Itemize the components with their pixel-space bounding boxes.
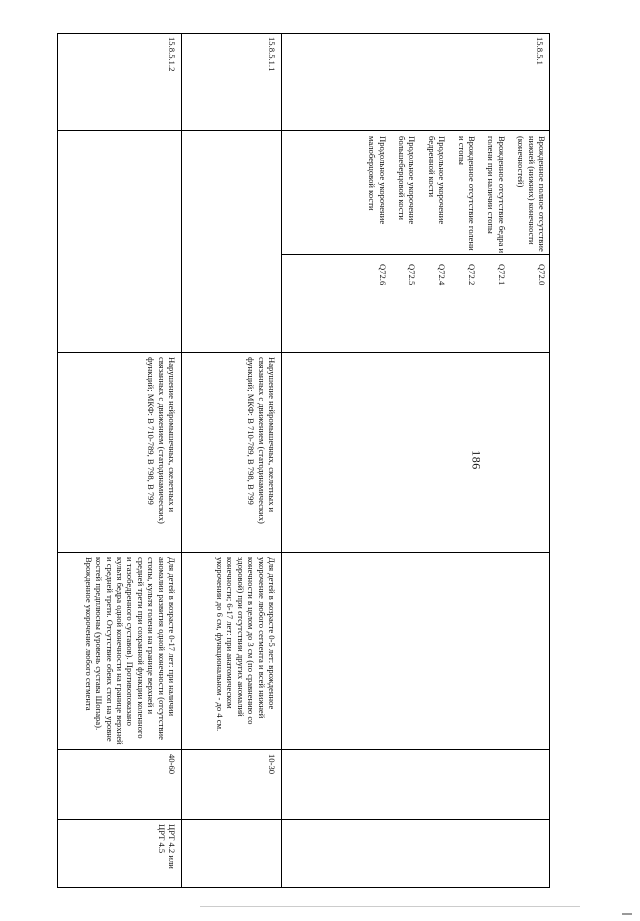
reference-cell (182, 820, 281, 888)
icd-code: Q72.0 (537, 264, 547, 286)
row-code: 15.8.5.1.2 (57, 33, 181, 131)
icd-code: Q72.6 (377, 264, 388, 286)
percent-cell: 40-60 (57, 750, 181, 820)
criteria-cell (282, 553, 549, 750)
reference-cell: ЦРТ 4.2 или ЦРТ 4.5 (156, 824, 177, 869)
diagnosis-entry (426, 136, 447, 352)
table-row (57, 33, 182, 888)
disability-criteria-table (57, 33, 550, 888)
table-wrapper (57, 33, 550, 888)
impairment-cell (282, 353, 549, 553)
diagnosis-entry (516, 136, 547, 352)
diagnosis-name: Продольное укорочение малоберцовой кости (367, 136, 388, 225)
scan-mark (622, 913, 632, 915)
percent-cell: 10-30 (182, 750, 281, 820)
row-code: 15.8.5.1.1 (182, 33, 281, 131)
criteria-cell: Для детей в возрасте 0-5 лет: врожденное укорочение любого сегмента и всей нижней конечности в целом до 3 см (по сравнению со здоровой) при отсутствии других аномалий конечности; 6-17 лет: при анатомическом укорочении до 6 см, функциональном - до 4 см. (182, 553, 281, 750)
diagnoses-cell (57, 131, 181, 353)
icd-code: Q72.5 (407, 264, 418, 286)
diagnosis-name: Врожденное отсутствие бедра и голени при наличии стопы (486, 136, 507, 254)
table-row (182, 33, 282, 888)
diagnosis-name: Врожденное полное отсутствие нижней (нижних) конечности (конечностей) (516, 136, 547, 252)
page-number: 186 (469, 450, 484, 470)
diagnosis-entry (456, 136, 477, 352)
diagnoses-cell (182, 131, 281, 353)
diagnosis-name: Врожденное отсутствие голени и стопы (456, 136, 477, 251)
icd-code: Q72.1 (496, 264, 507, 286)
diagnosis-name: Продольное укорочение большеберцовой кости (396, 136, 418, 225)
diagnosis-name: Продольное укорочение бедренной кости (426, 136, 448, 225)
diagnoses-cell (282, 131, 549, 353)
icd-code: Q72.4 (437, 264, 448, 286)
criteria-cell: Для детей в возрасте 0-17 лет: при наличии аномалии развития одной конечности (отсутствие стопы, культя голени на границе верхней и средней трети при сохранной функции коленного и тазобедренного суставов). Противопоказано культя бедра одной конечности на границе верхней и средней трети. Отсутствие обеих стоп на уровне костей предплюсны (уровень сустава Шопара). Врожденное укорочение любого сегмента (57, 553, 181, 750)
diagnosis-entry (367, 136, 388, 352)
diagnosis-entry (486, 136, 507, 352)
impairment-cell: Нарушение нейромышечных, скелетных и связанных с движением (статодинамических) функций; МКФ: В 710-789, В 798, В 799 (182, 353, 281, 553)
percent-cell (282, 750, 549, 820)
diagnosis-code-divider (282, 254, 549, 255)
impairment-cell: Нарушение нейромышечных, скелетных и связанных с движением (статодинамических) функций; МКФ: В 710-789, В 798, В 799 (57, 353, 181, 553)
diagnosis-entry (397, 136, 418, 352)
reference-cell (282, 820, 549, 888)
row-code: 15.8.5.1 (282, 33, 549, 131)
scan-edge-line (200, 906, 580, 907)
table-row (282, 33, 550, 888)
icd-code: Q72.2 (466, 264, 477, 286)
